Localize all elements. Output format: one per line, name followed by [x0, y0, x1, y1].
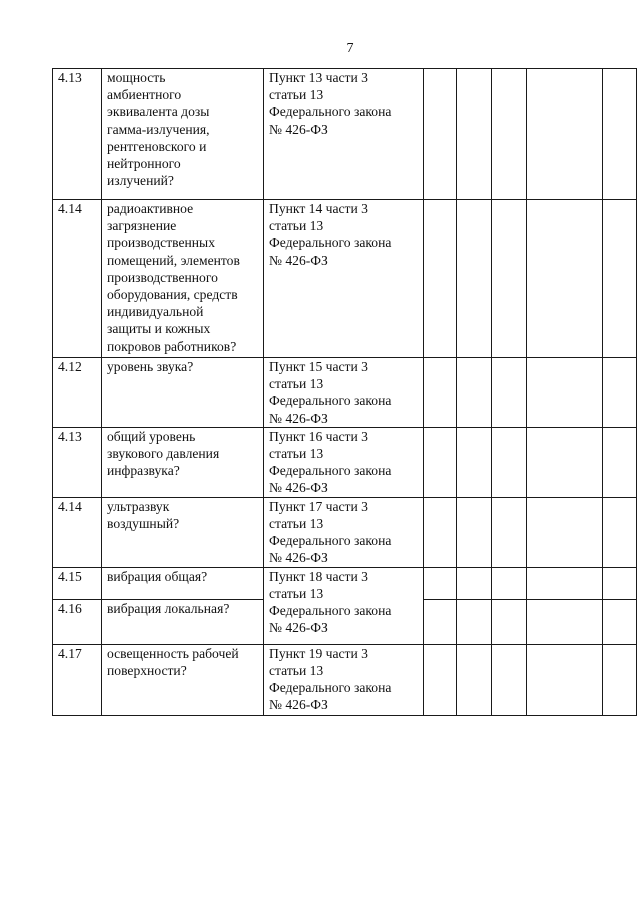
answer-no-cell[interactable]: [457, 599, 492, 644]
table-row: [53, 427, 637, 497]
item-question: ультразвук воздушный?: [102, 497, 264, 567]
answer-na-cell[interactable]: [492, 427, 527, 497]
extra-cell[interactable]: [603, 567, 637, 599]
answer-no-cell[interactable]: [457, 69, 492, 200]
page-number: 7: [346, 41, 354, 56]
item-number: 4.17: [53, 644, 102, 715]
answer-yes-cell[interactable]: [424, 69, 457, 200]
table-row: [53, 200, 637, 358]
item-question: мощность амбиентного эквивалента дозы гамма-излучения, рентгеновского и нейтронного излучений?: [102, 69, 264, 200]
table-row: [53, 644, 637, 715]
answer-no-cell[interactable]: [457, 200, 492, 358]
answer-yes-cell[interactable]: [424, 358, 457, 428]
answer-yes-cell[interactable]: [424, 567, 457, 599]
table-row: [53, 497, 637, 567]
note-cell[interactable]: [527, 69, 603, 200]
item-number: 4.12: [53, 358, 102, 428]
item-reference: Пункт 19 части 3 статьи 13 Федерального закона № 426-ФЗ: [264, 644, 424, 715]
answer-na-cell[interactable]: [492, 497, 527, 567]
answer-na-cell[interactable]: [492, 599, 527, 644]
note-cell[interactable]: [527, 599, 603, 644]
answer-yes-cell[interactable]: [424, 497, 457, 567]
extra-cell[interactable]: [603, 427, 637, 497]
item-reference: Пункт 14 части 3 статьи 13 Федерального закона № 426-ФЗ: [264, 200, 424, 358]
extra-cell[interactable]: [603, 200, 637, 358]
item-reference: Пункт 17 части 3 статьи 13 Федерального закона № 426-ФЗ: [264, 497, 424, 567]
answer-no-cell[interactable]: [457, 497, 492, 567]
table-row: [53, 358, 637, 428]
item-reference: Пункт 13 части 3 статьи 13 Федерального закона № 426-ФЗ: [264, 69, 424, 200]
extra-cell[interactable]: [603, 358, 637, 428]
extra-cell[interactable]: [603, 497, 637, 567]
table-row: [53, 69, 637, 200]
answer-no-cell[interactable]: [457, 644, 492, 715]
extra-cell[interactable]: [603, 599, 637, 644]
answer-na-cell[interactable]: [492, 358, 527, 428]
checklist-table: [52, 68, 637, 716]
item-number: 4.14: [53, 497, 102, 567]
note-cell[interactable]: [527, 427, 603, 497]
answer-na-cell[interactable]: [492, 644, 527, 715]
table-row: [53, 567, 637, 599]
item-question: вибрация локальная?: [102, 599, 264, 644]
answer-na-cell[interactable]: [492, 200, 527, 358]
item-number: 4.16: [53, 599, 102, 644]
item-number: 4.15: [53, 567, 102, 599]
answer-yes-cell[interactable]: [424, 200, 457, 358]
note-cell[interactable]: [527, 567, 603, 599]
item-question: уровень звука?: [102, 358, 264, 428]
extra-cell[interactable]: [603, 644, 637, 715]
answer-yes-cell[interactable]: [424, 427, 457, 497]
extra-cell[interactable]: [603, 69, 637, 200]
note-cell[interactable]: [527, 200, 603, 358]
answer-no-cell[interactable]: [457, 427, 492, 497]
item-number: 4.14: [53, 200, 102, 358]
answer-na-cell[interactable]: [492, 567, 527, 599]
answer-yes-cell[interactable]: [424, 599, 457, 644]
answer-yes-cell[interactable]: [424, 644, 457, 715]
item-question: вибрация общая?: [102, 567, 264, 599]
note-cell[interactable]: [527, 497, 603, 567]
item-number: 4.13: [53, 427, 102, 497]
answer-no-cell[interactable]: [457, 358, 492, 428]
item-number: 4.13: [53, 69, 102, 200]
note-cell[interactable]: [527, 358, 603, 428]
item-question: общий уровень звукового давления инфразвука?: [102, 427, 264, 497]
note-cell[interactable]: [527, 644, 603, 715]
item-reference: Пункт 15 части 3 статьи 13 Федерального закона № 426-ФЗ: [264, 358, 424, 428]
item-reference: Пункт 16 части 3 статьи 13 Федерального закона № 426-ФЗ: [264, 427, 424, 497]
item-question: радиоактивное загрязнение производственных помещений, элементов производственного оборудования, средств индивидуальной защиты и кожных покровов работников?: [102, 200, 264, 358]
answer-na-cell[interactable]: [492, 69, 527, 200]
answer-no-cell[interactable]: [457, 567, 492, 599]
item-question: освещенность рабочей поверхности?: [102, 644, 264, 715]
item-reference: Пункт 18 части 3 статьи 13 Федерального закона № 426-ФЗ: [264, 567, 424, 644]
